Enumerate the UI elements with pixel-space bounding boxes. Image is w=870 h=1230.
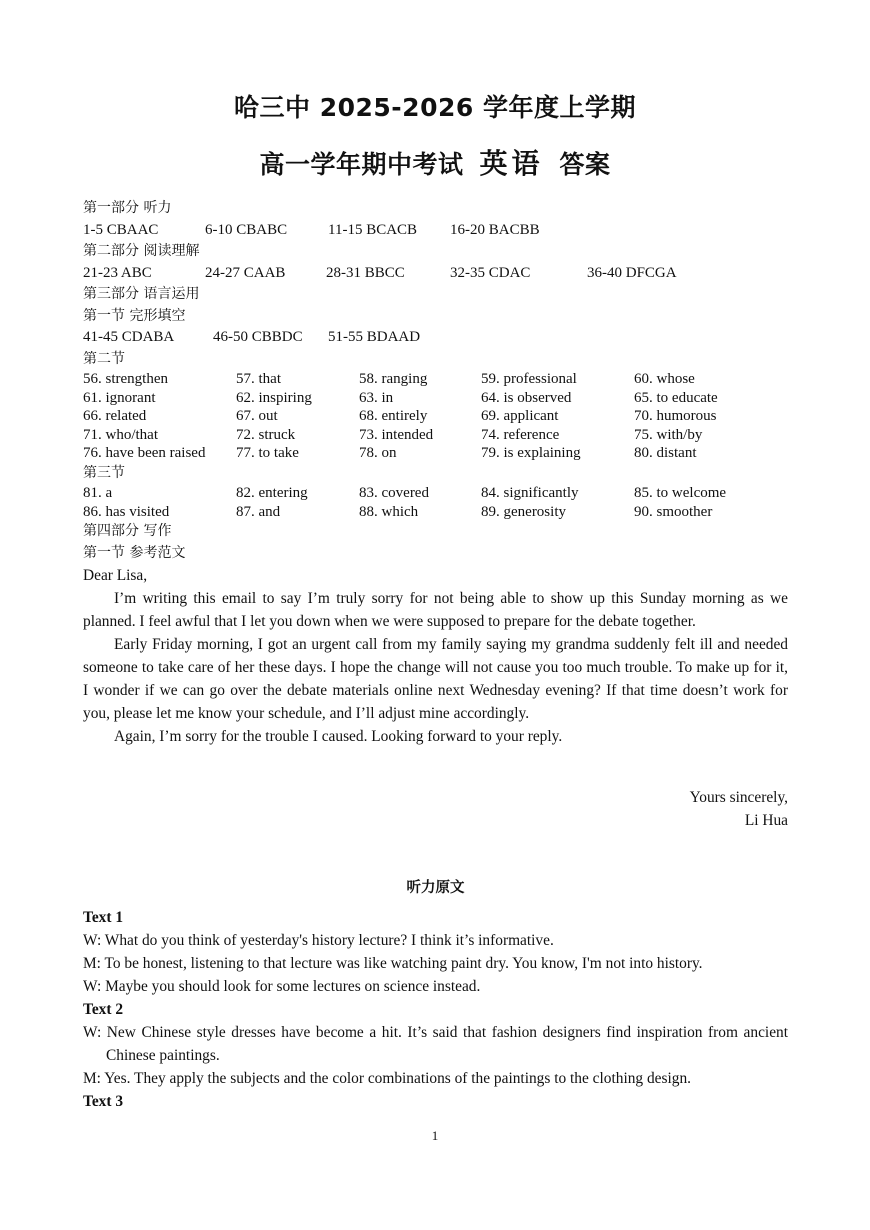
- part3-section1-heading: 第一节 完形填空: [83, 307, 186, 324]
- answer-cell: 90. smoother: [634, 503, 713, 520]
- answer-cell: 72. struck: [236, 426, 296, 443]
- text2-label: Text 2: [83, 1001, 124, 1018]
- answer-cell: 57. that: [236, 371, 281, 387]
- dialogue-line: W: Maybe you should look for some lectures on science instead.: [83, 978, 481, 995]
- dialogue-line: W: What do you think of yesterday's history lecture? I think it’s informative.: [83, 932, 554, 949]
- answer-group: 11-15 BCACB: [328, 221, 418, 238]
- part4-heading: 第四部分 写作: [83, 523, 172, 539]
- answer-cell: 82. entering: [236, 485, 308, 501]
- part3-section1-answers: [83, 327, 788, 349]
- answer-cell: 73. intended: [359, 426, 434, 443]
- section2-answer-grid: [83, 370, 788, 463]
- text3-label: Text 3: [83, 1093, 124, 1110]
- essay-salutation: Dear Lisa,: [83, 567, 148, 584]
- answer-cell: 65. to educate: [634, 389, 718, 406]
- answer-row: [83, 407, 788, 426]
- answer-cell: 76. have been raised: [83, 445, 206, 461]
- answer-group: 51-55 BDAAD: [328, 329, 421, 345]
- answer-cell: 58. ranging: [359, 371, 428, 387]
- answer-row: [83, 503, 788, 522]
- answer-cell: 81. a: [83, 485, 113, 501]
- essay-paragraph: Again, I’m sorry for the trouble I caused. Looking forward to your reply.: [114, 728, 563, 745]
- answer-cell: 84. significantly: [481, 485, 579, 501]
- essay-paragraph: I’m writing this email to say I’m truly sorry for not being able to show up this Sunday morning as we planned. I feel awful that I let you down when we were supposed to prepare for the debate together.: [83, 590, 788, 630]
- answer-cell: 88. which: [359, 503, 419, 520]
- answer-cell: 83. covered: [359, 485, 429, 501]
- text1-label: Text 1: [83, 909, 124, 926]
- answer-group: 41-45 CDABA: [83, 329, 175, 345]
- answer-cell: 78. on: [359, 445, 397, 461]
- answer-cell: 70. humorous: [634, 408, 717, 424]
- answer-group: 36-40 DFCGA: [587, 264, 677, 281]
- answer-group: 6-10 CBABC: [205, 221, 288, 238]
- answer-cell: 66. related: [83, 408, 147, 424]
- answer-cell: 79. is explaining: [481, 445, 581, 461]
- answer-content: [83, 198, 788, 1113]
- subject-name: 英语: [479, 147, 544, 180]
- answer-cell: 64. is observed: [481, 389, 572, 406]
- subtitle-suffix: 答案: [559, 150, 611, 179]
- part1-heading: 第一部分 听力: [83, 200, 172, 216]
- exam-subtitle: [0, 142, 870, 182]
- answer-group: 28-31 BBCC: [326, 264, 405, 281]
- answer-cell: 86. has visited: [83, 503, 170, 520]
- part3-section3-heading: 第三节: [83, 464, 125, 481]
- essay-closing: Yours sincerely,: [689, 789, 788, 806]
- part3-section2-heading: 第二节: [83, 350, 125, 367]
- answer-row: [83, 426, 788, 445]
- answer-group: 1-5 CBAAC: [83, 221, 159, 238]
- answer-cell: 71. who/that: [83, 426, 158, 443]
- answer-cell: 56. strengthen: [83, 371, 168, 387]
- answer-cell: 77. to take: [236, 445, 299, 461]
- answer-cell: 67. out: [236, 408, 278, 424]
- answer-cell: 63. in: [359, 389, 394, 406]
- answer-group: 32-35 CDAC: [450, 264, 531, 281]
- essay-paragraph: Early Friday morning, I got an urgent call from my family saying my grandma suddenly felt ill and needed someone to take care of her these days. I hope the change will not cause you too much trouble. To make up for it, I wonder if we can go over the debate materials online next Wednesday evening? If that time doesn’t work for you, please let me know your schedule, and I’ll adjust mine accordingly.: [83, 636, 788, 722]
- listening-transcript: [83, 906, 788, 1113]
- answer-cell: 85. to welcome: [634, 485, 727, 501]
- answer-cell: 75. with/by: [634, 426, 703, 443]
- dialogue-line: W: New Chinese style dresses have become a hit. It’s said that fashion designers find inspiration from ancient Chinese paintings.: [83, 1024, 788, 1064]
- essay-signature: Li Hua: [744, 812, 788, 829]
- sample-essay: [83, 564, 788, 832]
- answer-row: [83, 444, 788, 463]
- answer-cell: 69. applicant: [481, 408, 559, 424]
- answer-group: 21-23 ABC: [83, 264, 152, 281]
- answer-group: 16-20 BACBB: [450, 221, 540, 238]
- answer-row: [83, 370, 788, 389]
- section3-answer-grid: [83, 484, 788, 521]
- subtitle-prefix: 高一学年期中考试: [259, 150, 464, 179]
- answer-cell: 59. professional: [481, 371, 577, 387]
- answer-cell: 80. distant: [634, 445, 697, 461]
- dialogue-line: M: To be honest, listening to that lecture was like watching paint dry. You know, I'm not into history.: [83, 955, 703, 972]
- part2-heading: 第二部分 阅读理解: [83, 243, 200, 259]
- answer-row: [83, 484, 788, 503]
- answer-cell: 61. ignorant: [83, 389, 156, 406]
- dialogue-line: M: Yes. They apply the subjects and the color combinations of the paintings to the clothing design.: [83, 1070, 691, 1087]
- answer-group: 46-50 CBBDC: [213, 329, 303, 345]
- exam-title: 哈三中 2025-2026 学年度上学期: [234, 93, 636, 122]
- answer-row: [83, 389, 788, 408]
- part2-answers: [83, 263, 788, 285]
- listening-transcript-title: 听力原文: [406, 880, 465, 896]
- page-number: 1: [431, 1128, 439, 1143]
- part3-heading: 第三部分 语言运用: [83, 286, 200, 302]
- answer-cell: 68. entirely: [359, 408, 428, 424]
- answer-group: 24-27 CAAB: [205, 264, 286, 281]
- answer-cell: 74. reference: [481, 426, 560, 443]
- part1-answers: [83, 220, 788, 242]
- part4-section1-heading: 第一节 参考范文: [83, 544, 186, 561]
- answer-cell: 62. inspiring: [236, 389, 312, 406]
- answer-cell: 89. generosity: [481, 503, 566, 520]
- answer-cell: 87. and: [236, 503, 281, 520]
- answer-cell: 60. whose: [634, 371, 695, 387]
